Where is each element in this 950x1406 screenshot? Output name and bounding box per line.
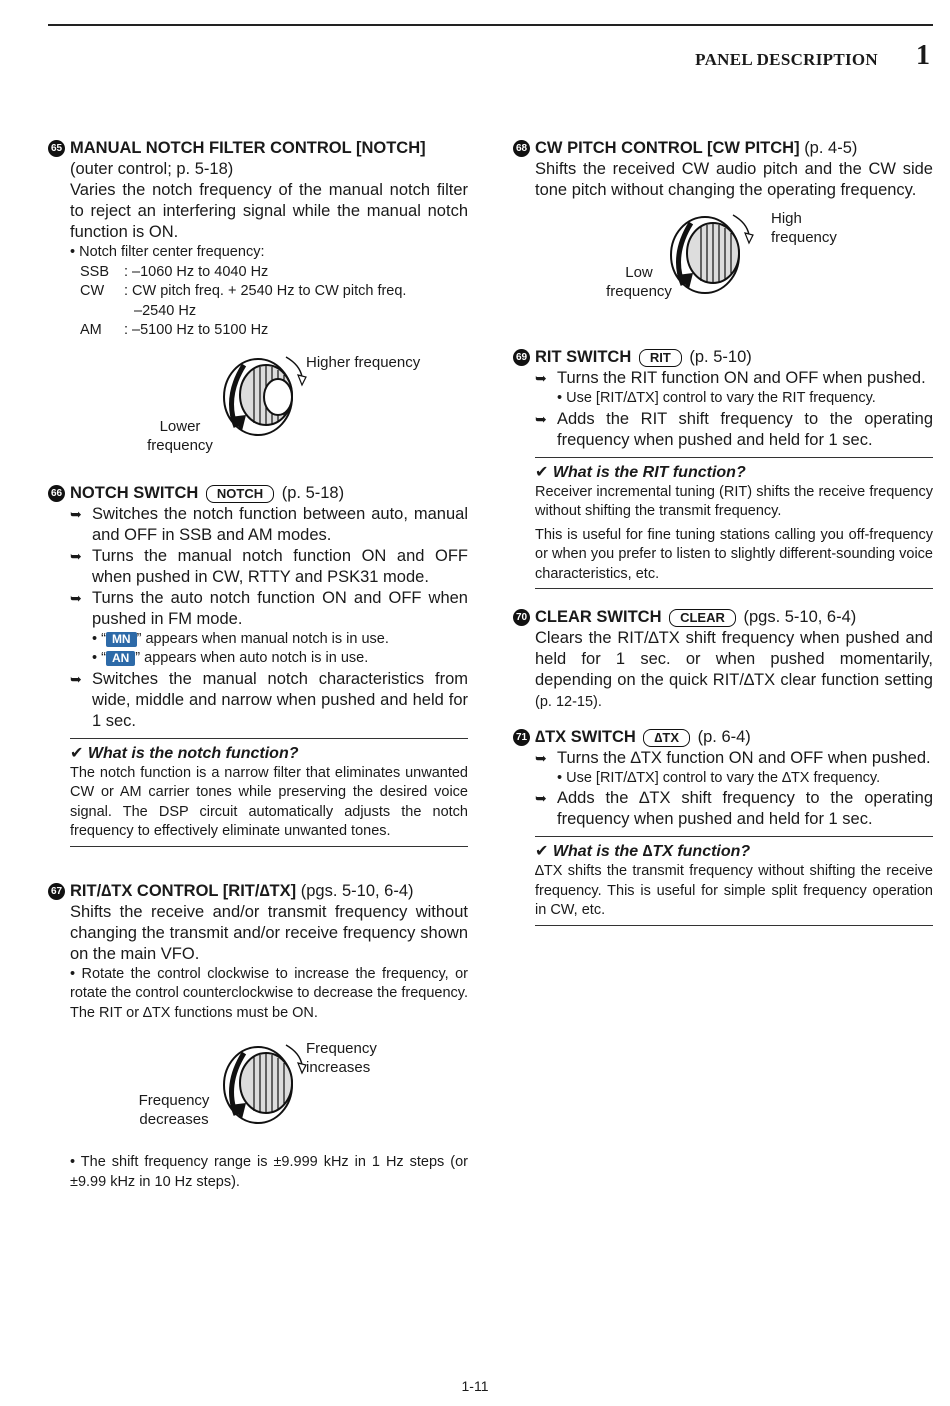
arrow-icon: ➥ — [535, 749, 547, 766]
list-item: ➥ Switches the notch function between auto, manual and OFF in SSB and AM modes. — [70, 504, 468, 544]
note-box — [535, 457, 933, 590]
sub-bullet-mn: • “ MN ” appears when manual notch is in use. — [92, 630, 389, 647]
section-body: Shifts the receive and/or transmit frequency without changing the transmit and/or receive frequency shown on the main VFO. — [70, 902, 468, 963]
section-title: RIT SWITCH — [535, 348, 632, 366]
section-body: Clears the RIT/∆TX shift frequency when pushed and held for 1 sec. or when pushed momentarily, depending on the quick RIT/∆TX clear function setting (p. 12-15). — [535, 629, 933, 710]
page-ref: (p. 5-10) — [689, 348, 752, 366]
section-title: CW PITCH CONTROL [CW PITCH] — [535, 139, 800, 157]
freq-row-ssb — [48, 263, 468, 283]
section-title: RIT/∆TX CONTROL [RIT/∆TX] — [70, 881, 297, 900]
note-box — [70, 738, 468, 847]
bullet-text: • Notch filter center frequency: — [70, 244, 265, 260]
section-69 — [513, 347, 933, 589]
note-title: ✔ What is the ∆TX function? — [535, 843, 751, 860]
freq-row-am — [48, 321, 468, 341]
section-68 — [513, 138, 933, 333]
section-67 — [48, 881, 468, 1193]
section-body: Shifts the received CW audio pitch and the CW side tone pitch without changing the operating frequency. — [535, 160, 933, 199]
section-66 — [48, 483, 468, 847]
knob-icon — [216, 1035, 316, 1135]
chapter-number: 1 — [916, 40, 930, 71]
cw-pitch-knob-illustration — [513, 201, 933, 333]
mode-label: AM — [80, 322, 102, 338]
bullet-text-2: • The shift frequency range is ±9.999 kHz in 1 Hz steps (or ±9.99 kHz in 10 Hz steps). — [70, 1154, 468, 1190]
section-title: CLEAR SWITCH — [535, 608, 662, 626]
freq-value: : –1060 Hz to 4040 Hz — [124, 263, 269, 280]
list-item: ➥ Adds the RIT shift frequency to the operating frequency when pushed and held for 1 sec. — [535, 409, 933, 449]
rit-knob-illustration — [48, 1029, 468, 1153]
knob-label-low: Lower frequency — [147, 417, 213, 454]
section-70 — [513, 607, 933, 713]
item-number-badge: 71 — [513, 729, 530, 746]
list-item: ➥ Adds the ∆TX shift frequency to the operating frequency when pushed and held for 1 sec. — [535, 789, 933, 828]
section-title: MANUAL NOTCH FILTER CONTROL [NOTCH] — [70, 139, 426, 157]
arrow-icon: ➥ — [70, 670, 82, 687]
section-71 — [513, 727, 933, 926]
arrow-icon: ➥ — [70, 505, 82, 522]
item-number-badge: 70 — [513, 609, 530, 626]
freq-value: : –5100 Hz to 5100 Hz — [124, 322, 269, 338]
list-item: ➥ Turns the manual notch function ON and OFF when pushed in CW, RTTY and PSK31 mode. — [70, 546, 468, 586]
rit-key-icon: RIT — [639, 349, 682, 367]
arrow-icon: ➥ — [535, 410, 547, 427]
item-number-badge: 65 — [48, 140, 65, 157]
section-title: NOTCH SWITCH — [70, 483, 199, 502]
right-column — [513, 138, 933, 940]
note-text: ∆TX shifts the transmit frequency without shifting the receive frequency. This is useful for simple split frequency operation in CW, etc. — [535, 863, 933, 918]
page-header-title: PANEL DESCRIPTION — [695, 50, 878, 69]
knob-label-high: Higher frequency — [306, 353, 421, 371]
knob-icon — [216, 347, 316, 447]
mode-label: SSB — [80, 263, 110, 280]
mode-label: CW — [80, 283, 105, 299]
dtx-key-icon: ∆TX — [643, 729, 690, 747]
page-ref: (pgs. 5-10, 6-4) — [743, 608, 857, 626]
an-indicator: AN — [106, 651, 135, 666]
arrow-icon: ➥ — [70, 547, 82, 564]
header-rule — [48, 24, 933, 26]
knob-label-low: Low frequency — [606, 264, 672, 300]
left-column — [48, 138, 468, 1206]
list-item: ➥ Turns the auto notch function ON and OFF when pushed in FM mode. — [70, 588, 468, 628]
list-item: ➥ Turns the ∆TX function ON and OFF when pushed. — [535, 748, 931, 767]
page-ref: (p. 4-5) — [804, 139, 858, 157]
page-number: 1-11 — [461, 1378, 489, 1394]
knob-label-high: Frequency increases — [306, 1040, 377, 1076]
page-ref: (p. 12-15). — [535, 694, 602, 710]
item-number-badge: 67 — [48, 883, 65, 900]
note-text: The notch function is a narrow filter that eliminates unwanted CW or AM carrier tones while preserving the desired voice signal. The DSP circuit automatically adjusts the notch frequency to effectively eliminate unwanted tones. — [70, 764, 468, 839]
sub-bullet: • Use [RIT/∆TX] control to vary the ∆TX frequency. — [557, 769, 881, 786]
item-number-badge: 69 — [513, 349, 530, 366]
section-body: Varies the notch frequency of the manual notch filter to reject an interfering signal while the manual notch function is ON. — [70, 181, 468, 241]
note-title: ✔ What is the RIT function? — [535, 463, 746, 481]
list-item: ➥ Turns the RIT function ON and OFF when pushed. — [535, 369, 926, 387]
clear-key-icon: CLEAR — [669, 609, 736, 627]
section-subtitle: (outer control; p. 5-18) — [70, 160, 234, 178]
knob-label-low: Frequency decreases — [138, 1092, 210, 1128]
section-title: ∆TX SWITCH — [535, 727, 636, 746]
note-text: Receiver incremental tuning (RIT) shifts the receive frequency without shifting the transmit frequency. — [535, 483, 933, 519]
notch-key-icon: NOTCH — [206, 485, 274, 503]
sub-bullet-an: • “ AN ” appears when auto notch is in use. — [92, 650, 369, 666]
note-title: ✔ What is the notch function? — [70, 744, 299, 762]
sub-bullet: • Use [RIT/∆TX] control to vary the RIT frequency. — [557, 390, 876, 406]
knob-label-high: High frequency — [771, 210, 837, 246]
arrow-icon: ➥ — [535, 370, 547, 386]
page-ref: (pgs. 5-10, 6-4) — [300, 881, 414, 900]
note-box — [535, 836, 933, 926]
arrow-icon: ➥ — [535, 790, 547, 806]
freq-row-cw — [48, 282, 468, 321]
section-65 — [48, 138, 468, 469]
bullet-text: • Rotate the control clockwise to increase the frequency, or rotate the control counterclockwise to decrease the frequency. The RIT or ∆TX functions must be ON. — [70, 965, 468, 1021]
note-text: This is useful for fine tuning stations calling you off-frequency or when you prefer to listen to slightly different-sounding voice characteristics, etc. — [535, 526, 933, 582]
freq-value: : CW pitch freq. + 2540 Hz to CW pitch freq. — [124, 283, 407, 299]
notch-knob-illustration — [48, 341, 468, 469]
item-number-badge: 68 — [513, 140, 530, 157]
page-ref: (p. 6-4) — [697, 727, 751, 746]
freq-value-cont: –2540 Hz — [134, 302, 197, 319]
arrow-icon: ➥ — [70, 589, 82, 606]
page-ref: (p. 5-18) — [281, 483, 345, 502]
list-item: ➥ Switches the manual notch characteristics from wide, middle and narrow when pushed and held for 1 sec. — [70, 669, 468, 730]
mn-indicator: MN — [106, 632, 137, 647]
item-number-badge: 66 — [48, 485, 65, 502]
